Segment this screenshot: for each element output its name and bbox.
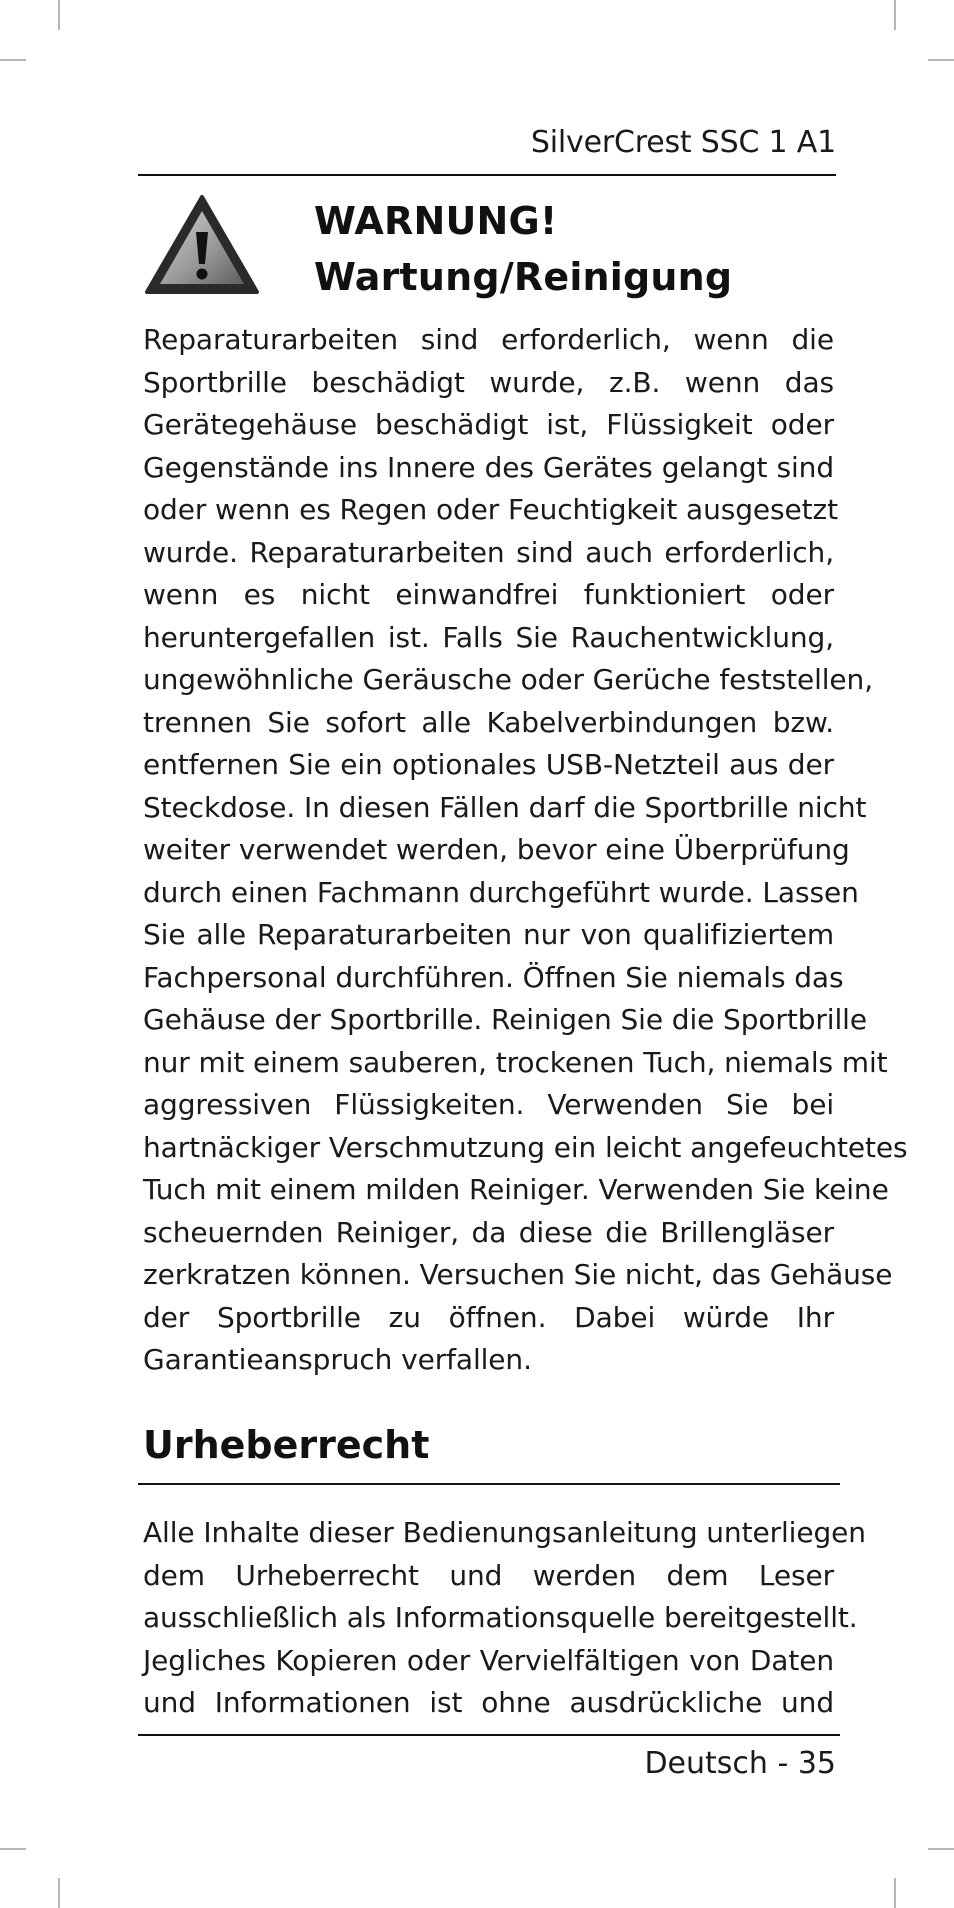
warning-body-line: zerkratzen können. Versuchen Sie nicht, das Gehäuse (143, 1258, 893, 1291)
warning-body-line: Gegenstände ins Innere des Gerätes gelangt sind (143, 450, 834, 484)
section-title: Urheberrecht (143, 1423, 430, 1467)
copyright-body (143, 1512, 866, 1725)
warning-body-line: nur mit einem sauberen, trockenen Tuch, niemals mit (143, 1045, 888, 1079)
warning-body-line: Steckdose. In diesen Fällen darf die Sportbrille nicht (143, 790, 867, 824)
warning-body-line: Tuch mit einem milden Reiniger. Verwenden Sie keine (143, 1173, 889, 1206)
warning-body-line: Sportbrille beschädigt wurde, z.B. wenn das (143, 365, 834, 399)
warning-body-line: entfernen Sie ein optionales USB-Netzteil aus der (143, 748, 834, 781)
warning-body-line: hartnäckiger Verschmutzung ein leicht angefeuchtetes (143, 1130, 908, 1164)
warning-body-line: wurde. Reparaturarbeiten sind auch erforderlich, (143, 535, 834, 569)
warning-triangle-icon (144, 194, 260, 296)
warning-body-line: Reparaturarbeiten sind erforderlich, wenn die (143, 323, 834, 356)
warning-body-line: ungewöhnliche Geräusche oder Gerüche feststellen, (143, 663, 874, 696)
page-header: SilverCrest SSC 1 A1 (530, 125, 836, 160)
section-divider (138, 1483, 840, 1485)
warning-subtitle: Wartung/Reinigung (314, 255, 733, 299)
crop-mark (928, 1848, 954, 1850)
warning-body-line: Fachpersonal durchführen. Öffnen Sie niemals das (143, 960, 844, 994)
crop-mark (0, 59, 26, 61)
crop-mark (0, 1848, 26, 1850)
warning-body-line: weiter verwendet werden, bevor eine Überprüfung (143, 833, 850, 866)
copyright-body-line: ausschließlich als Informationsquelle bereitgestellt. (143, 1601, 858, 1634)
header-divider (138, 174, 836, 176)
copyright-body-line: dem Urheberrecht und werden dem Leser (143, 1558, 834, 1592)
warning-body-line: wenn es nicht einwandfrei funktioniert oder (143, 578, 834, 611)
warning-body-line: durch einen Fachmann durchgeführt wurde. Lassen (143, 875, 859, 909)
crop-mark (894, 1878, 896, 1908)
page-footer: Deutsch - 35 (644, 1746, 836, 1781)
warning-body-line: oder wenn es Regen oder Feuchtigkeit ausgesetzt (143, 493, 838, 526)
crop-mark (58, 1878, 60, 1908)
warning-title: WARNUNG! (314, 199, 558, 243)
copyright-body-line: Jegliches Kopieren oder Vervielfältigen von Daten (143, 1643, 834, 1677)
warning-body-line: Sie alle Reparaturarbeiten nur von qualifiziertem (143, 918, 834, 951)
crop-mark (58, 0, 60, 30)
warning-body-line: trennen Sie sofort alle Kabelverbindungen bzw. (143, 705, 834, 739)
crop-mark (928, 59, 954, 61)
warning-body-line: aggressiven Flüssigkeiten. Verwenden Sie bei (143, 1088, 834, 1121)
warning-body-line: scheuernden Reiniger, da diese die Brillengläser (143, 1215, 834, 1249)
warning-body-line: Gerätegehäuse beschädigt ist, Flüssigkeit oder (143, 408, 834, 441)
warning-body-line: heruntergefallen ist. Falls Sie Rauchentwicklung, (143, 620, 834, 654)
warning-body-line: Garantieanspruch verfallen. (143, 1343, 532, 1376)
warning-body (143, 319, 908, 1382)
warning-body-line: der Sportbrille zu öffnen. Dabei würde Ihr (143, 1300, 834, 1334)
copyright-body-line: und Informationen ist ohne ausdrückliche und (143, 1686, 834, 1719)
crop-mark (894, 0, 896, 30)
warning-body-line: Gehäuse der Sportbrille. Reinigen Sie die Sportbrille (143, 1003, 867, 1036)
copyright-body-line: Alle Inhalte dieser Bedienungsanleitung unterliegen (143, 1516, 866, 1549)
footer-divider (138, 1734, 840, 1736)
